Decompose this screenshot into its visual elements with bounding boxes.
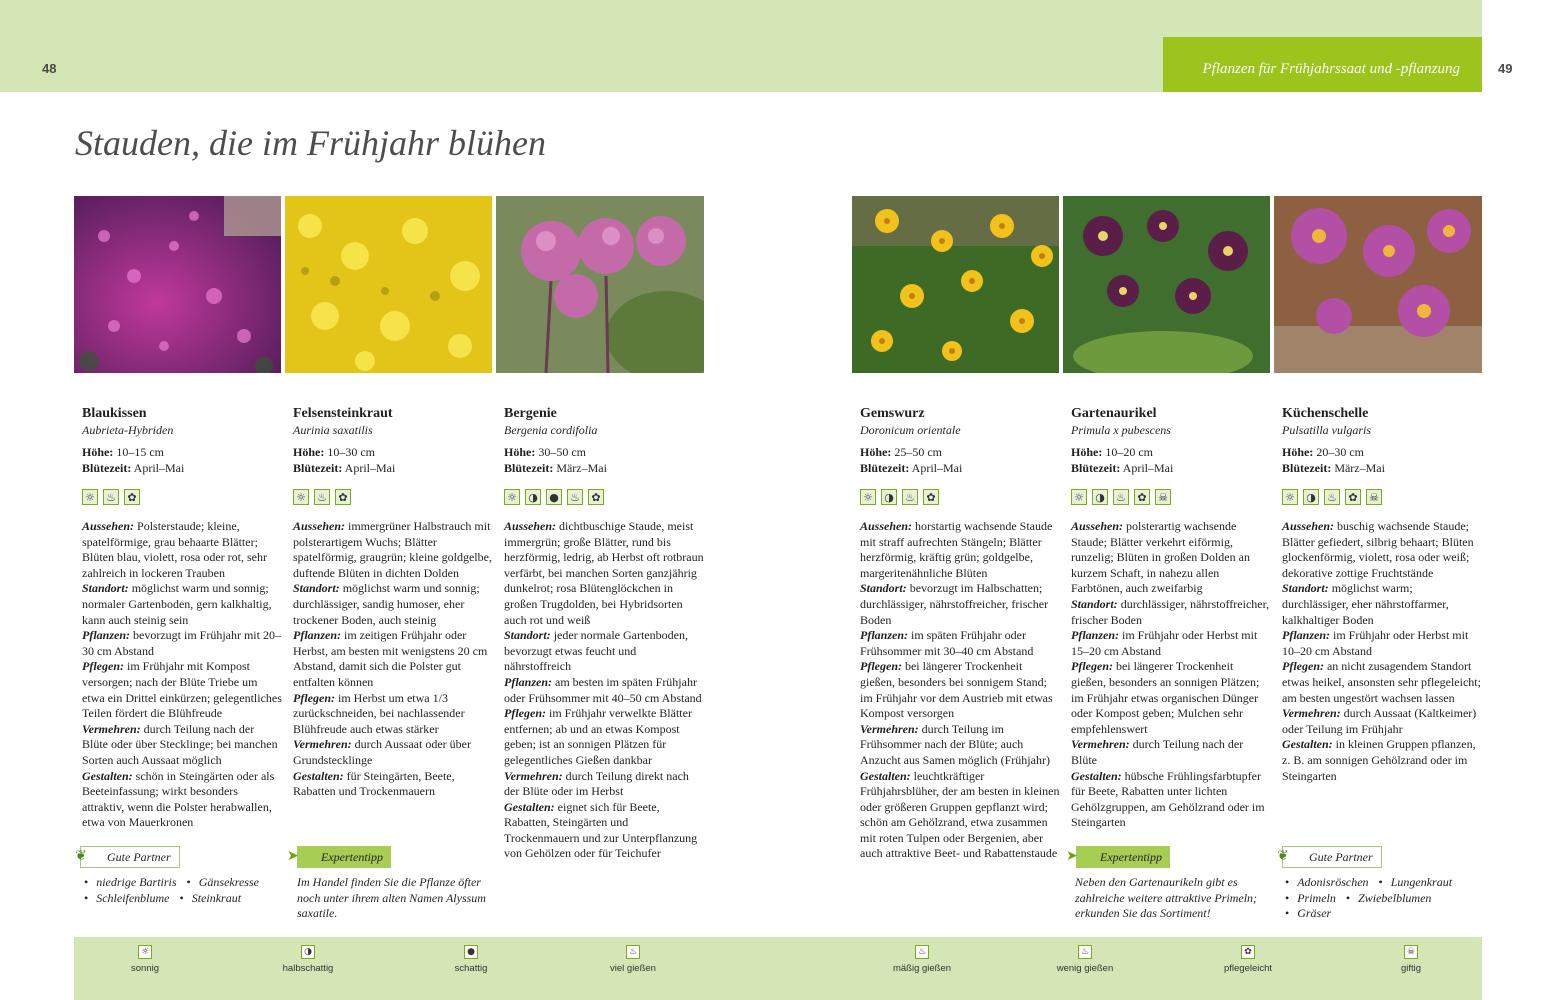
chapter-header <box>1163 37 1482 92</box>
section-label: Aussehen: <box>293 519 346 533</box>
height-label: Höhe: <box>293 445 325 459</box>
legend-label: giftig <box>1400 963 1422 974</box>
leaf-icon: ❦ <box>1277 848 1289 864</box>
plant-name: Küchenschelle <box>1282 406 1369 421</box>
section-label: Pflanzen: <box>1282 628 1330 643</box>
section-text: im Frühjahr mit Kompost versorgen; nach der Blüte Triebe um etwa ein Drittel einkürzen; gelegentliches Teilen fördert die Blühfreude <box>82 659 282 721</box>
section-text: an nicht zusagendem Standort etwas heikel, ansonsten sehr pflegeleicht; am besten ungestört wachsen lassen <box>1282 659 1481 705</box>
section-label: Gestalten: <box>1071 768 1122 783</box>
legend-item <box>1366 945 1456 974</box>
water-medium-icon: ♨ <box>902 489 918 505</box>
bloom-label: Blütezeit: <box>1282 461 1332 475</box>
height-value: 10–20 cm <box>1102 445 1154 459</box>
section-text: leuchtkräftiger Frühjahrsblüher, der am besten in kleinen oder größeren Gruppen gepflanzt wird; schön am Gehölzrand, etwa zusammen mit roten Tulpen oder Bergenien, aber auch attraktive Beet- und Rabattenstaude <box>860 768 1060 861</box>
section-label: Pflanzen: <box>860 628 908 643</box>
section-text: im zeitigen Frühjahr oder Herbst, am besten mit wenigstens 20 cm Abstand, damit sich die Polster gut entfalten können <box>293 628 488 689</box>
legend-item <box>588 945 678 974</box>
list-item: • Gräser <box>1285 906 1331 922</box>
section-text: jeder normale Gartenboden, bevorzugt etwas feucht und nährstoffreich <box>504 628 688 674</box>
section-label: Pflanzen: <box>82 628 130 643</box>
section-text: durch Teilung nach der Blüte oder über Stecklinge; bei manchen Sorten auch Aussaat möglich <box>82 721 278 767</box>
list-item: • Primeln <box>1285 891 1336 907</box>
section-label: Vermehren: <box>860 721 919 736</box>
section-text: für Steingärten, Beete, Rabatten und Trockenmauern <box>293 768 455 799</box>
section-text: möglichst warm und sonnig; normaler Gartenboden, gern kalkhaltig, kann auch steinig sein <box>82 581 272 627</box>
plant-facts <box>504 444 704 476</box>
section-label: Gestalten: <box>293 768 344 783</box>
section-label: Standort: <box>860 581 907 596</box>
section-label: Standort: <box>1282 581 1329 596</box>
plant-facts <box>1282 444 1482 476</box>
plant-column <box>82 405 282 831</box>
section-text: horstartig wachsende Staude mit straff aufrechten Stängeln; Blätter herzförmig, kräftig grün; goldgelbe, margeritenähnliche Blüten <box>860 519 1053 580</box>
height-value: 10–30 cm <box>324 445 376 459</box>
bloom-value: April–Mai <box>1120 461 1174 475</box>
legend-label: halbschattig <box>282 963 334 974</box>
easy-care-icon: ✿ <box>1345 489 1361 505</box>
height-label: Höhe: <box>504 445 536 459</box>
section-text: im Herbst um etwa 1/3 zurückschneiden, bei nachlassender Blühfreude auch etwas stärker <box>293 690 465 736</box>
height-value: 30–50 cm <box>535 445 587 459</box>
section-text: durch Teilung im Frühsommer nach der Blüte; auch Anzucht aus Samen möglich (Frühjahr) <box>860 721 1050 767</box>
expertentipp-body: Neben den Gartenaurikeln gibt es zahlreiche weitere attraktive Primeln; erkunden Sie das Sortiment! <box>1075 875 1258 921</box>
water-little-icon: ♨ <box>1078 945 1092 959</box>
section-text: bei längerer Trockenheit gießen, besonders an sonnigen Plätzen; im Frühjahr etwas organischen Dünger oder Kompost geben; Mulchen sehr empfehlenswert <box>1071 659 1260 736</box>
sun-icon: ☼ <box>138 945 152 959</box>
height-value: 25–50 cm <box>891 445 943 459</box>
bloom-label: Blütezeit: <box>1071 461 1121 475</box>
sun-icon: ☼ <box>1071 489 1087 505</box>
photo-kuechenschelle <box>1274 196 1482 373</box>
section-text: im Frühjahr oder Herbst mit 15–20 cm Abstand <box>1071 628 1258 658</box>
water-much-icon: ♨ <box>103 489 119 505</box>
list-item: • Gänsekresse <box>187 875 259 891</box>
list-item: • Lungenkraut <box>1379 875 1453 891</box>
plant-column <box>504 405 704 862</box>
sun-icon: ☼ <box>293 489 309 505</box>
height-label: Höhe: <box>860 445 892 459</box>
section-text: in kleinen Gruppen pflanzen, z. B. am sonnigen Gehölzrand oder im Steingarten <box>1282 737 1476 783</box>
sun-icon: ☼ <box>1282 489 1298 505</box>
expertentipp-text: Expertentipp <box>1100 849 1162 864</box>
section-label: Pflegen: <box>1071 659 1113 674</box>
plant-name: Gartenaurikel <box>1071 406 1157 421</box>
plant-facts <box>293 444 493 476</box>
list-item: • Steinkraut <box>180 891 242 907</box>
bloom-value: April–Mai <box>342 461 396 475</box>
legend-label: mäßig gießen <box>892 963 952 974</box>
section-label: Vermehren: <box>504 768 563 783</box>
legend-item <box>1040 945 1130 974</box>
section-label: Pflanzen: <box>293 628 341 643</box>
bloom-label: Blütezeit: <box>293 461 343 475</box>
care-icons <box>82 489 282 509</box>
gute-partner-label <box>1277 846 1382 868</box>
photo-gartenaurikel <box>1063 196 1270 373</box>
section-text: durch Aussaat (Kaltkeimer) oder Teilung im Frühjahr <box>1282 706 1477 736</box>
poison-icon: ☠ <box>1404 945 1418 959</box>
care-icons <box>293 489 493 509</box>
section-label: Pflanzen: <box>1071 628 1119 643</box>
list-item: • niedrige Bartiris <box>84 875 177 891</box>
care-icons <box>860 489 1060 509</box>
plant-column <box>1071 405 1271 831</box>
plant-latin: Aubrieta-Hybriden <box>82 423 174 437</box>
photo-bergenie <box>496 196 704 373</box>
water-medium-icon: ♨ <box>1113 489 1129 505</box>
section-label: Gestalten: <box>504 799 555 814</box>
section-text: immergrüner Halbstrauch mit polsterartigem Wuchs; Blätter spatelförmig, graugrün; kleine goldgelbe, duftende Blüten in dichten Dolden <box>293 519 492 580</box>
section-text: durch Teilung direkt nach der Blüte oder im Herbst <box>504 768 689 799</box>
sun-icon: ☼ <box>82 489 98 505</box>
section-text: buschig wachsende Staude; Blätter gefiedert, silbrig behaart; Blüten glockenförmig, violett, rosa oder weiß; dekorative zottige Fruchtstände <box>1282 519 1474 580</box>
section-text: durch Teilung nach der Blüte <box>1071 737 1244 767</box>
section-label: Standort: <box>504 628 551 643</box>
care-icons <box>1282 489 1482 509</box>
easy-care-icon: ✿ <box>1134 489 1150 505</box>
photo-blaukissen <box>74 196 281 373</box>
list-item: • Adonisröschen <box>1285 875 1369 891</box>
section-label: Aussehen: <box>860 519 913 533</box>
section-text: dichtbuschige Staude, meist immergrün; große Blätter, rund bis herzförmig, ledrig, ab Herbst oft rotbraun verfärbt, bei manchen Sorten ganzjährig dunkelrot; rosa Blütenglöckchen in großen Trugdolden, bei Hybridsorten auch rot und weiß <box>504 519 704 627</box>
section-label: Pflegen: <box>82 659 124 674</box>
section-label: Gestalten: <box>1282 737 1333 752</box>
legend-item <box>1203 945 1293 974</box>
partner-list <box>84 875 259 906</box>
section-text: eignet sich für Beete, Rabatten, Steingärten und Trockenmauern und zur Unterpflanzung von Gehölzen oder für Teichufer <box>504 799 698 861</box>
photo-gemswurz <box>852 196 1059 373</box>
plant-description <box>293 519 493 800</box>
plant-facts <box>82 444 282 476</box>
bloom-value: April–Mai <box>909 461 963 475</box>
bloom-label: Blütezeit: <box>860 461 910 475</box>
plant-name: Gemswurz <box>860 406 925 421</box>
section-text: möglichst warm und sonnig; durchlässiger, sandig humoser, eher trockener Boden, auch steinig <box>293 581 480 627</box>
plant-latin: Bergenia cordifolia <box>504 423 598 437</box>
section-text: polsterartig wachsende Staude; Blätter verkehrt eiförmig, runzelig; Blüten in großen Dolden an kurzem Schaft, in nahezu allen Farbtönen, auch zweifarbig <box>1071 519 1250 596</box>
height-label: Höhe: <box>82 445 114 459</box>
section-text: Polsterstaude; kleine, spatelförmige, grau behaarte Blätter; Blüten blau, violett, rosa oder rot, sehr zahlreich in lockeren Trauben <box>82 519 267 580</box>
section-label: Vermehren: <box>82 721 141 736</box>
leaf-icon: ❦ <box>75 848 87 864</box>
shade-icon: ● <box>464 945 478 959</box>
section-label: Aussehen: <box>1282 519 1335 533</box>
bloom-value: April–Mai <box>131 461 185 475</box>
plant-description <box>82 519 282 831</box>
gute-partner-text: Gute Partner <box>1309 849 1373 864</box>
expertentipp-label <box>1066 846 1170 868</box>
section-text: im Frühjahr oder Herbst mit 10–20 cm Abstand <box>1282 628 1469 658</box>
gute-partner-text: Gute Partner <box>107 849 171 864</box>
plant-column <box>1282 405 1482 784</box>
legend-label: pflegeleicht <box>1223 963 1273 974</box>
water-medium-icon: ♨ <box>567 489 583 505</box>
legend-item <box>263 945 353 974</box>
section-text: schön in Steingärten oder als Beeteinfassung; wirkt besonders attraktiv, wenn die Polster herabwallen, etwa von Mauerkronen <box>82 768 275 830</box>
sun-icon: ☼ <box>504 489 520 505</box>
plant-latin: Aurinia saxatilis <box>293 423 373 437</box>
section-text: hübsche Frühlingsfarbtupfer für Beete, Rabatten unter lichten Gehölzgruppen, am Gehölzrand oder im Steingarten <box>1071 768 1265 830</box>
section-text: durch Aussaat oder über Grundstecklinge <box>293 737 471 767</box>
sun-icon: ☼ <box>860 489 876 505</box>
page-number-right: 49 <box>1498 61 1513 76</box>
section-label: Aussehen: <box>1071 519 1124 533</box>
height-label: Höhe: <box>1282 445 1314 459</box>
leaf-icon: ➤ <box>287 848 299 864</box>
section-text: bevorzugt im Halbschatten; durchlässiger, nährstoffreicher, frischer Boden <box>860 581 1049 627</box>
half-shade-icon: ◑ <box>1303 489 1319 505</box>
plant-latin: Pulsatilla vulgaris <box>1282 423 1372 437</box>
easy-care-icon: ✿ <box>923 489 939 505</box>
half-shade-icon: ◑ <box>525 489 541 505</box>
gute-partner-label <box>75 846 180 868</box>
list-item: • Zwiebelblumen <box>1346 891 1432 907</box>
easy-care-icon: ✿ <box>335 489 351 505</box>
plant-name: Blaukissen <box>82 406 147 421</box>
half-shade-icon: ◑ <box>301 945 315 959</box>
section-label: Aussehen: <box>504 519 557 533</box>
legend-item <box>100 945 190 974</box>
legend-label: wenig gießen <box>1056 963 1114 974</box>
water-medium-icon: ♨ <box>1324 489 1340 505</box>
care-icons <box>1071 489 1271 509</box>
section-label: Pflegen: <box>860 659 902 674</box>
section-text: bei längerer Trockenheit gießen, besonders bei sonnigem Stand; im Frühjahr vor dem Austrieb mit etwas Kompost versorgen <box>860 659 1053 721</box>
plant-latin: Doronicum orientale <box>860 423 961 437</box>
poison-icon: ☠ <box>1155 489 1171 505</box>
section-label: Vermehren: <box>1282 706 1341 721</box>
easy-care-icon: ✿ <box>1241 945 1255 959</box>
section-label: Standort: <box>293 581 340 596</box>
bloom-label: Blütezeit: <box>82 461 132 475</box>
plant-column <box>293 405 493 800</box>
plant-name: Felsensteinkraut <box>293 406 393 421</box>
section-label: Vermehren: <box>1071 737 1130 752</box>
poison-icon: ☠ <box>1366 489 1382 505</box>
water-much-icon: ♨ <box>626 945 640 959</box>
plant-description <box>504 519 704 862</box>
section-label: Pflegen: <box>293 690 335 705</box>
section-label: Standort: <box>82 581 129 596</box>
plant-facts <box>1071 444 1271 476</box>
shade-icon: ● <box>546 489 562 505</box>
plant-name: Bergenie <box>504 406 557 421</box>
section-label: Standort: <box>1071 596 1118 611</box>
section-text: am besten im späten Frühjahr oder Frühsommer mit 40–50 cm Abstand <box>504 674 702 705</box>
plant-facts <box>860 444 1060 476</box>
list-item: • Schleifenblume <box>84 891 170 907</box>
section-text: im Frühjahr verwelkte Blätter entfernen; ab und an etwas Kompost geben; ist an sonnigen Plätzen für gelegentliches Gießen dankbar <box>504 706 692 767</box>
section-label: Gestalten: <box>860 768 911 783</box>
half-shade-icon: ◑ <box>1092 489 1108 505</box>
bloom-label: Blütezeit: <box>504 461 554 475</box>
bloom-value: März–Mai <box>1331 461 1385 475</box>
leaf-icon: ➤ <box>1066 848 1078 864</box>
easy-care-icon: ✿ <box>124 489 140 505</box>
legend-label: sonnig <box>131 963 159 974</box>
section-label: Pflegen: <box>504 706 546 721</box>
easy-care-icon: ✿ <box>588 489 604 505</box>
page-title: Stauden, die im Frühjahr blühen <box>75 123 546 163</box>
plant-latin: Primula x pubescens <box>1071 423 1171 437</box>
half-shade-icon: ◑ <box>881 489 897 505</box>
expertentipp-body: Im Handel finden Sie die Pflanze öfter noch unter ihrem alten Namen Alyssum saxatile. <box>297 875 486 921</box>
section-label: Pflegen: <box>1282 659 1324 674</box>
legend-label: schattig <box>454 963 488 974</box>
section-text: durchlässiger, nährstoffreicher, frischer Boden <box>1071 596 1270 627</box>
plant-description <box>1071 519 1271 831</box>
section-label: Gestalten: <box>82 768 133 783</box>
page-number-left: 48 <box>42 61 57 76</box>
section-text: bevorzugt im Frühjahr mit 20–30 cm Abstand <box>82 628 281 658</box>
plant-column <box>860 405 1060 862</box>
legend-item <box>877 945 967 974</box>
legend-label: viel gießen <box>610 963 656 974</box>
bloom-value: März–Mai <box>553 461 607 475</box>
chapter-header-text: Pflanzen für Frühjahrssaat und -pflanzung <box>1202 61 1460 77</box>
section-label: Vermehren: <box>293 737 352 752</box>
plant-description <box>860 519 1060 862</box>
right-margin <box>1482 0 1556 1000</box>
water-medium-icon: ♨ <box>314 489 330 505</box>
water-medium-icon: ♨ <box>915 945 929 959</box>
section-text: im späten Frühjahr oder Frühsommer mit 30–40 cm Abstand <box>860 628 1034 658</box>
height-label: Höhe: <box>1071 445 1103 459</box>
photo-felsensteinkraut <box>285 196 492 373</box>
section-label: Aussehen: <box>82 519 135 533</box>
plant-description <box>1282 519 1482 784</box>
height-value: 10–15 cm <box>113 445 165 459</box>
section-label: Pflanzen: <box>504 674 552 689</box>
height-value: 20–30 cm <box>1313 445 1365 459</box>
expertentipp-label <box>287 846 391 868</box>
legend-item <box>426 945 516 974</box>
partner-list <box>1285 875 1452 922</box>
expertentipp-text: Expertentipp <box>321 849 383 864</box>
section-text: möglichst warm; durchlässiger, eher nährstoffarmer, kalkhaltiger Boden <box>1282 581 1449 627</box>
icon-legend <box>74 937 1482 1000</box>
care-icons <box>504 489 704 509</box>
